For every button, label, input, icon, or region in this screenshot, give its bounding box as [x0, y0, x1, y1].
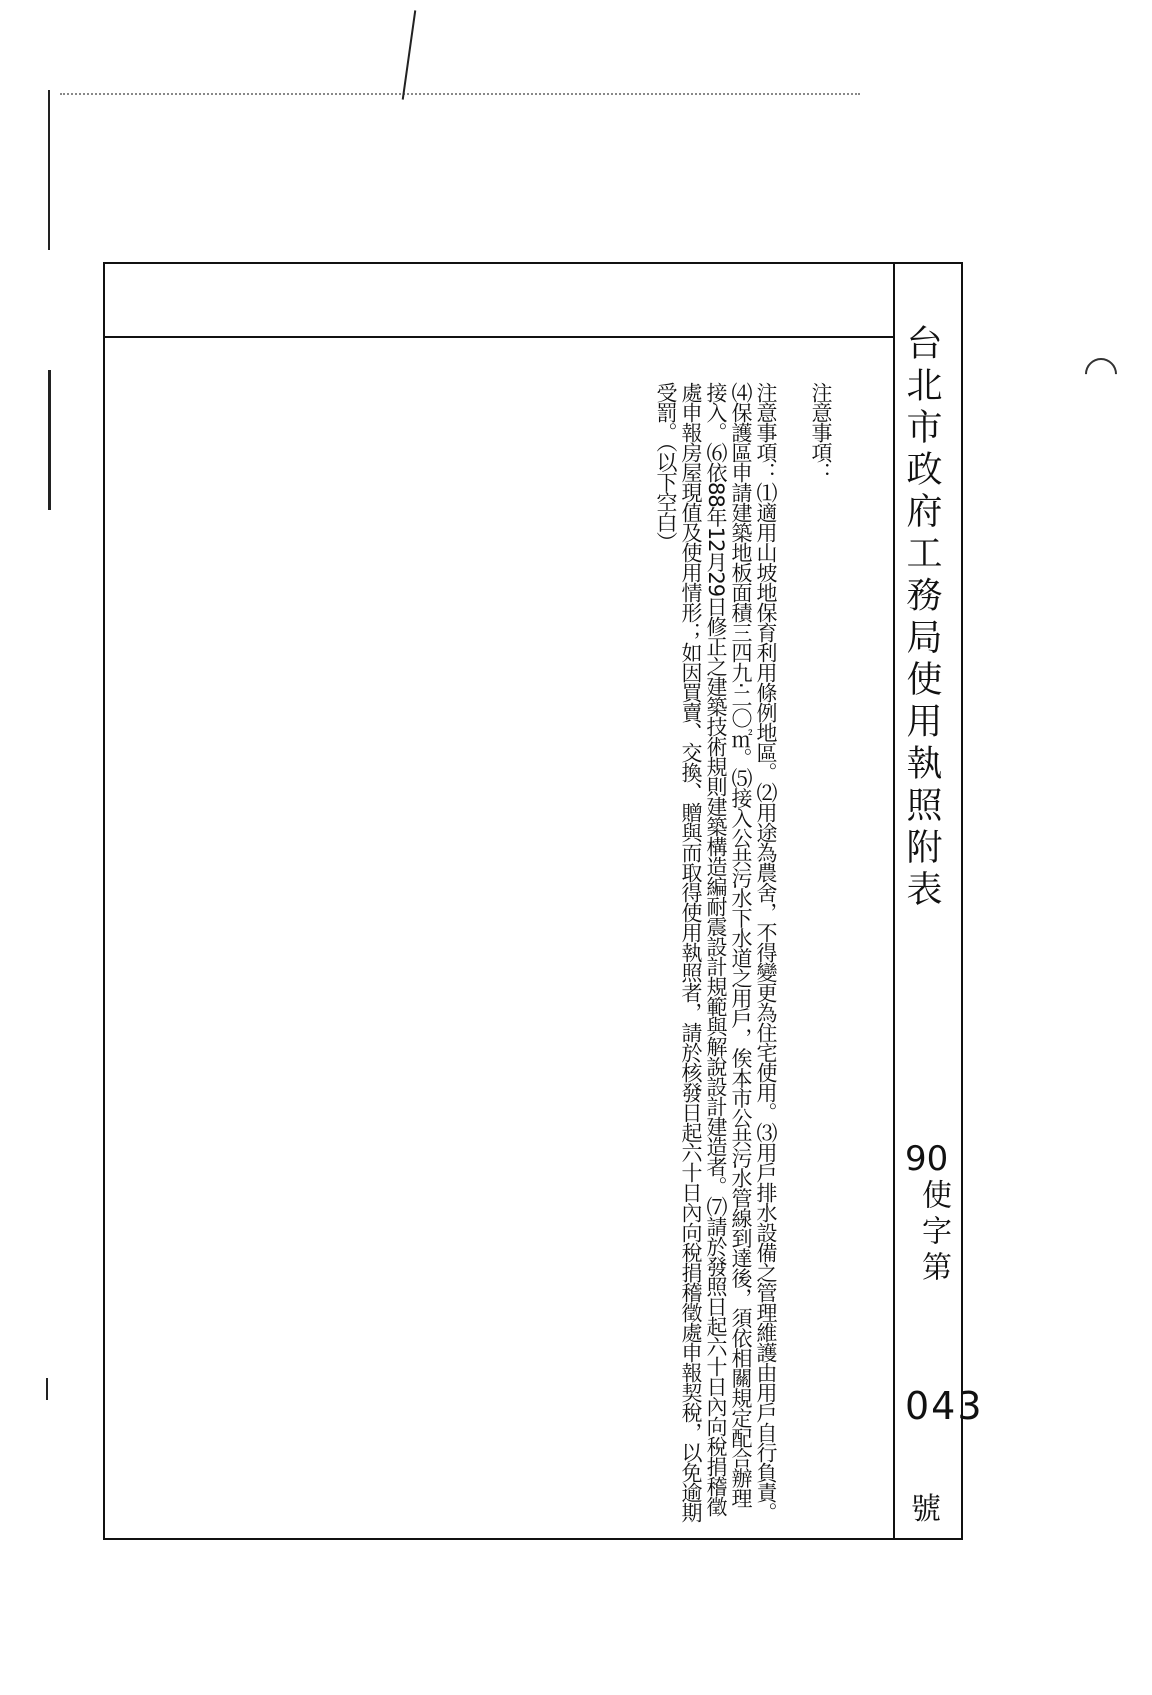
- notes-heading: 注意事項：: [809, 382, 833, 482]
- form-title: 台北市政府工務局使用執照附表: [901, 324, 942, 912]
- permit-attachment-frame: [103, 262, 984, 1540]
- title-strip: [895, 264, 984, 1538]
- notes-body: 注意事項：⑴適用山坡地保育利用條例地區。⑵用途為農舍，不得變更為住宅使用。⑶用戶排水設備之管理維護由用戶自行負責。⑷保護區申請建築地板面積三四九·二〇㎡。⑸接入公共污水下水道之用戶，俟本市公共污水管線到達後，須依相關規定配合辦理接入。⑹依88年12月29日修正之建築技術規則建築構造編耐震設計規範與解說設計建造者。⑺請於發照日起六十日內向稅捐稽徵處申報房屋現值及使用情形；如因買賣、交換、贈與而取得使用執照者，請於核發日起六十日內向稅捐稽徵處申報契稅，以免逾期受罰。（以下空白）: [654, 382, 778, 1522]
- scan-mark-top-stroke: [402, 10, 417, 99]
- notes-block: [653, 382, 833, 1522]
- permit-number: 043: [905, 1384, 984, 1428]
- permit-year: 90: [905, 1139, 949, 1179]
- permit-word: 使字第: [916, 1179, 951, 1287]
- notes-panel: [105, 264, 895, 1538]
- scan-mark-left-3: [46, 1378, 48, 1400]
- scan-mark-left-2: [48, 370, 51, 510]
- header-band: [105, 264, 893, 338]
- scan-mark-top: [60, 93, 860, 95]
- scan-mark-left-1: [48, 90, 50, 250]
- scan-mark-arc: [1078, 351, 1123, 396]
- permit-suffix: 號: [911, 1492, 941, 1527]
